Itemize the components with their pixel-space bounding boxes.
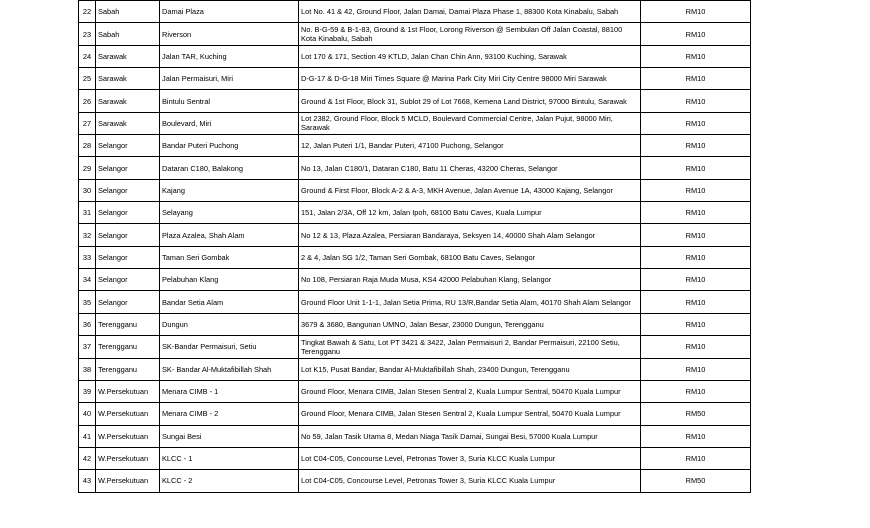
state-cell: Sarawak	[96, 90, 160, 112]
state-cell: Sarawak	[96, 112, 160, 134]
row-number: 41	[79, 425, 96, 447]
branch-name-cell: Taman Seri Gombak	[160, 246, 299, 268]
row-number: 34	[79, 269, 96, 291]
denomination-cell: RM10	[641, 313, 751, 335]
denomination-cell: RM10	[641, 291, 751, 313]
denomination-cell: RM10	[641, 112, 751, 134]
row-number: 27	[79, 112, 96, 134]
branch-name-cell: Dataran C180, Balakong	[160, 157, 299, 179]
table-row	[79, 112, 751, 134]
row-number: 42	[79, 447, 96, 469]
branch-name-cell: Selayang	[160, 202, 299, 224]
row-number: 36	[79, 313, 96, 335]
address-cell: Ground Floor, Menara CIMB, Jalan Stesen Sentral 2, Kuala Lumpur Sentral, 50470 Kuala Lumpur	[299, 380, 641, 402]
address-cell: Lot 2382, Ground Floor, Block 5 MCLD, Boulevard Commercial Centre, Jalan Pujut, 98000 Miri, Sarawak	[299, 112, 641, 134]
denomination-cell: RM10	[641, 358, 751, 380]
address-cell: No. B-G-59 & B-1-83, Ground & 1st Floor, Lorong Riverson @ Sembulan Off Jalan Coastal, 88100 Kota Kinabalu, Sabah	[299, 23, 641, 45]
branch-name-cell: Sungai Besi	[160, 425, 299, 447]
address-cell: 3679 & 3680, Bangunan UMNO, Jalan Besar, 23000 Dungun, Terengganu	[299, 313, 641, 335]
table-body	[79, 1, 751, 493]
address-cell: Ground Floor, Menara CIMB, Jalan Stesen Sentral 2, Kuala Lumpur Sentral, 50470 Kuala Lumpur	[299, 403, 641, 425]
denomination-cell: RM10	[641, 380, 751, 402]
row-number: 24	[79, 45, 96, 67]
denomination-cell: RM10	[641, 246, 751, 268]
denomination-cell: RM10	[641, 269, 751, 291]
row-number: 25	[79, 68, 96, 90]
state-cell: Terengganu	[96, 358, 160, 380]
address-cell: No 13, Jalan C180/1, Dataran C180, Batu 11 Cheras, 43200 Cheras, Selangor	[299, 157, 641, 179]
table-row	[79, 336, 751, 358]
branch-name-cell: Boulevard, Miri	[160, 112, 299, 134]
address-cell: D-G-17 & D-G-18 Miri Times Square @ Marina Park City Miri City Centre 98000 Miri Sarawak	[299, 68, 641, 90]
row-number: 38	[79, 358, 96, 380]
table-row	[79, 425, 751, 447]
branch-name-cell: Jalan Permaisuri, Miri	[160, 68, 299, 90]
address-cell: No 108, Persiaran Raja Muda Musa, KS4 42000 Pelabuhan Klang, Selangor	[299, 269, 641, 291]
denomination-cell: RM10	[641, 157, 751, 179]
denomination-cell: RM10	[641, 135, 751, 157]
state-cell: W.Persekutuan	[96, 380, 160, 402]
denomination-cell: RM10	[641, 224, 751, 246]
denomination-cell: RM10	[641, 68, 751, 90]
table-row	[79, 246, 751, 268]
address-cell: No 59, Jalan Tasik Utama 8, Medan Niaga Tasik Damai, Sungai Besi, 57000 Kuala Lumpur	[299, 425, 641, 447]
table-row	[79, 202, 751, 224]
state-cell: Selangor	[96, 135, 160, 157]
denomination-cell: RM10	[641, 23, 751, 45]
branch-name-cell: Jalan TAR, Kuching	[160, 45, 299, 67]
branch-name-cell: Bintulu Sentral	[160, 90, 299, 112]
table-row	[79, 23, 751, 45]
row-number: 31	[79, 202, 96, 224]
table-row	[79, 157, 751, 179]
row-number: 43	[79, 470, 96, 492]
state-cell: Selangor	[96, 202, 160, 224]
address-cell: Lot C04-C05, Concourse Level, Petronas Tower 3, Suria KLCC Kuala Lumpur	[299, 470, 641, 492]
row-number: 29	[79, 157, 96, 179]
denomination-cell: RM10	[641, 1, 751, 23]
branch-name-cell: Plaza Azalea, Shah Alam	[160, 224, 299, 246]
table-row	[79, 68, 751, 90]
row-number: 35	[79, 291, 96, 313]
denomination-cell: RM50	[641, 470, 751, 492]
denomination-cell: RM10	[641, 336, 751, 358]
table-row	[79, 403, 751, 425]
state-cell: Selangor	[96, 269, 160, 291]
branch-name-cell: Riverson	[160, 23, 299, 45]
table-row	[79, 179, 751, 201]
row-number: 26	[79, 90, 96, 112]
row-number: 39	[79, 380, 96, 402]
state-cell: W.Persekutuan	[96, 470, 160, 492]
denomination-cell: RM10	[641, 179, 751, 201]
state-cell: Selangor	[96, 179, 160, 201]
branch-name-cell: Damai Plaza	[160, 1, 299, 23]
state-cell: Selangor	[96, 291, 160, 313]
branch-name-cell: SK- Bandar Al-Muktafibillah Shah	[160, 358, 299, 380]
state-cell: Selangor	[96, 224, 160, 246]
state-cell: Selangor	[96, 246, 160, 268]
branch-table	[78, 0, 751, 493]
table-row	[79, 224, 751, 246]
table-row	[79, 447, 751, 469]
state-cell: W.Persekutuan	[96, 425, 160, 447]
state-cell: Sabah	[96, 23, 160, 45]
table-row	[79, 135, 751, 157]
branch-name-cell: Menara CIMB - 1	[160, 380, 299, 402]
row-number: 32	[79, 224, 96, 246]
address-cell: 2 & 4, Jalan SG 1/2, Taman Seri Gombak, 68100 Batu Caves, Selangor	[299, 246, 641, 268]
denomination-cell: RM10	[641, 45, 751, 67]
state-cell: Terengganu	[96, 313, 160, 335]
address-cell: Lot K15, Pusat Bandar, Bandar Al-Muktafibillah Shah, 23400 Dungun, Terengganu	[299, 358, 641, 380]
state-cell: Sarawak	[96, 68, 160, 90]
table-row	[79, 45, 751, 67]
table-row	[79, 380, 751, 402]
row-number: 28	[79, 135, 96, 157]
address-cell: Lot 170 & 171, Section 49 KTLD, Jalan Chan Chin Ann, 93100 Kuching, Sarawak	[299, 45, 641, 67]
address-cell: 151, Jalan 2/3A, Off 12 km, Jalan Ipoh, 68100 Batu Caves, Kuala Lumpur	[299, 202, 641, 224]
address-cell: No 12 & 13, Plaza Azalea, Persiaran Bandaraya, Seksyen 14, 40000 Shah Alam Selangor	[299, 224, 641, 246]
address-cell: Lot C04-C05, Concourse Level, Petronas Tower 3, Suria KLCC Kuala Lumpur	[299, 447, 641, 469]
address-cell: Ground & 1st Floor, Block 31, Sublot 29 of Lot 7668, Kemena Land District, 97000 Bintulu, Sarawak	[299, 90, 641, 112]
denomination-cell: RM10	[641, 202, 751, 224]
branch-name-cell: Dungun	[160, 313, 299, 335]
table-row	[79, 291, 751, 313]
table-row	[79, 313, 751, 335]
address-cell: Lot No. 41 & 42, Ground Floor, Jalan Damai, Damai Plaza Phase 1, 88300 Kota Kinabalu, Sabah	[299, 1, 641, 23]
branch-name-cell: Bandar Puteri Puchong	[160, 135, 299, 157]
row-number: 33	[79, 246, 96, 268]
state-cell: W.Persekutuan	[96, 403, 160, 425]
branch-name-cell: KLCC - 1	[160, 447, 299, 469]
table-row	[79, 269, 751, 291]
row-number: 23	[79, 23, 96, 45]
state-cell: Sabah	[96, 1, 160, 23]
table-row	[79, 358, 751, 380]
table-row	[79, 470, 751, 492]
row-number: 37	[79, 336, 96, 358]
row-number: 22	[79, 1, 96, 23]
state-cell: Sarawak	[96, 45, 160, 67]
state-cell: Terengganu	[96, 336, 160, 358]
table-row	[79, 90, 751, 112]
denomination-cell: RM10	[641, 425, 751, 447]
branch-name-cell: Menara CIMB - 2	[160, 403, 299, 425]
branch-name-cell: Kajang	[160, 179, 299, 201]
state-cell: Selangor	[96, 157, 160, 179]
address-cell: Tingkat Bawah & Satu, Lot PT 3421 & 3422, Jalan Permaisuri 2, Bandar Permaisuri, 22100 Setiu, Terengganu	[299, 336, 641, 358]
table-row	[79, 1, 751, 23]
denomination-cell: RM50	[641, 403, 751, 425]
row-number: 30	[79, 179, 96, 201]
address-cell: Ground & First Floor, Block A-2 & A-3, MKH Avenue, Jalan Avenue 1A, 43000 Kajang, Selangor	[299, 179, 641, 201]
row-number: 40	[79, 403, 96, 425]
denomination-cell: RM10	[641, 447, 751, 469]
branch-name-cell: SK-Bandar Permaisuri, Setiu	[160, 336, 299, 358]
branch-name-cell: KLCC - 2	[160, 470, 299, 492]
address-cell: 12, Jalan Puteri 1/1, Bandar Puteri, 47100 Puchong, Selangor	[299, 135, 641, 157]
branch-name-cell: Pelabuhan Klang	[160, 269, 299, 291]
denomination-cell: RM10	[641, 90, 751, 112]
branch-name-cell: Bandar Setia Alam	[160, 291, 299, 313]
address-cell: Ground Floor Unit 1-1-1, Jalan Setia Prima, RU 13/R,Bandar Setia Alam, 40170 Shah Alam Selangor	[299, 291, 641, 313]
state-cell: W.Persekutuan	[96, 447, 160, 469]
